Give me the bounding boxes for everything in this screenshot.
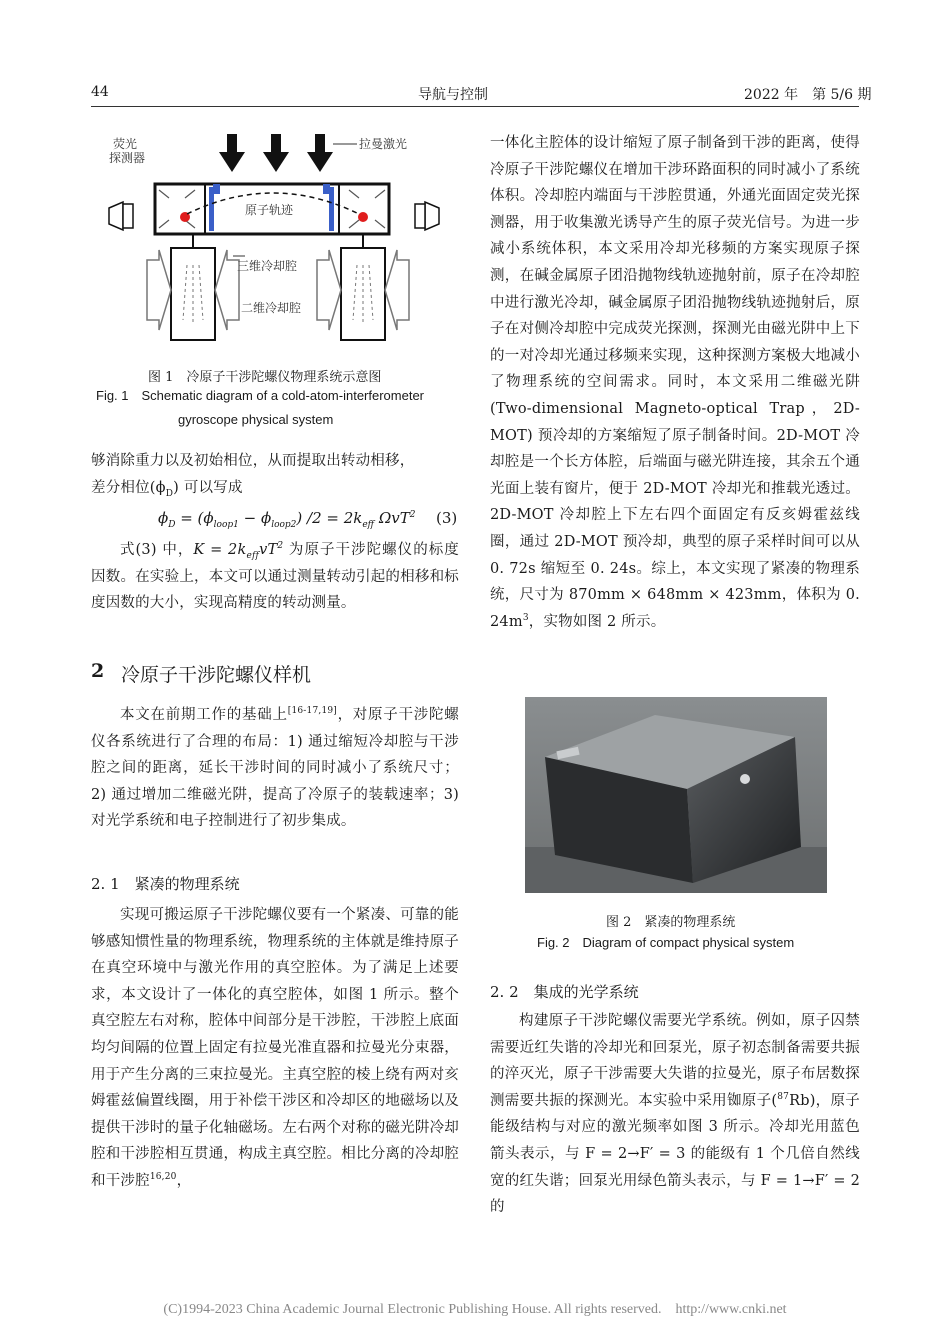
header-rule bbox=[91, 106, 859, 107]
right-2d-chamber bbox=[341, 248, 385, 340]
figure2-caption-en: Fig. 2 Diagram of compact physical system bbox=[537, 935, 795, 950]
paragraph-4: 实现可搬运原子干涉陀螺仪要有一个紧凑、可靠的能够感知惯性量的物理系统，物理系统的主体就是维持原子在真空环境中与激光作用的真空腔体。为了满足上述要求，本文设计了一体化的真空腔体，如图 1 所示。整个真空腔左右对称，腔体中间部分是干涉腔，干涉腔上底面均匀间隔的位置上固定有拉曼光准直器和拉曼光分束器，用于产生分离的三束拉曼光。主真空腔的棱上绕有两对亥姆霍兹偏置线圈，用于补偿干涉区和冷却区的地磁场以及提供干涉时的量子化轴磁场。左右两个对称的磁光阱冷却腔和干涉腔相互贯通，构成主真空腔。相比分离的冷却腔和干涉腔$^{16,20}$， bbox=[91, 907, 459, 1189]
issue-info: 2022 年 第 5/6 期 bbox=[744, 87, 872, 103]
paragraph-5: 一体化主腔体的设计缩短了原子制备到干涉的距离，使得冷原子干涉陀螺仪在增加干涉环路面积的同时减小了系统体积。冷却腔内端面与干涉腔贯通，外通光面固定荧光探测器，用于收集激光诱导产生的原子荧光信号。为进一步减小系统体积，本文采用冷却光移频的方案实现原子探测，在碱金属原子团沿抛物线轨迹抛射前，原子在冷却腔中进行激光冷却，碱金属原子团沿抛物线轨迹抛射后，原子在对侧冷却腔中完成荧光探测，探测光由磁光阱中上下的一对冷却光通过移频来实现，这种探测方案极大地减小了物理系统的空间需求。同时，本文采用二维磁光阱(Two-dimensional Magneto-optical Trap，2D-MOT) 预冷却的方案缩短了原子制备时间。2D-MOT 冷却腔是一个长方体腔，后端面与磁光阱连接，其余五个通光面上装有窗片，便于 2D-MOT 冷却光和推载光透过。2D-MOT 冷却腔上下左右四个面固定有反亥姆霍兹线圈，通过 2D-MOT 预冷却，典型的原子采样时间可以从 0. 72s 缩短至 0. 24s。综上，本文实现了紧凑的物理系统，尺寸为 870mm × 648mm × 423mm，体积为 0. $24m^3$，实物如图 2 所示。 bbox=[490, 135, 860, 630]
figure1-caption-cn: 图 1 冷原子干涉陀螺仪物理系统示意图 bbox=[148, 370, 382, 385]
section-2-number: 2 bbox=[91, 660, 105, 682]
subsection-2-2: 2. 2 集成的光学系统 bbox=[490, 983, 639, 1001]
paragraph-3: 本文在前期工作的基础上[16-17,19]，对原子干涉陀螺仪各系统进行了合理的布局：1) 通过缩短冷却腔与干涉腔之间的距离，延长干涉时间的同时减小了系统尺寸；2) 通过增加二维磁光阱，提高了冷原子的装载速率；3) 对光学系统和电子控制进行了初步集成。 bbox=[91, 706, 459, 830]
figure1-diagram bbox=[95, 120, 455, 360]
equation-3-number: (3) bbox=[436, 509, 458, 527]
cooling-2d-label: 二维冷却腔 bbox=[241, 301, 302, 315]
cooling-3d-label: 三维冷却腔 bbox=[237, 259, 298, 273]
paragraph-1: 够消除重力以及初始相位，从而提取出转动相移， 差分相位$(\phi_D)$ 可以写成 bbox=[91, 453, 415, 499]
figure2-photo bbox=[525, 697, 827, 893]
left-detector bbox=[109, 202, 123, 230]
figure1-caption-en-2: gyroscope physical system bbox=[178, 412, 334, 427]
section-2-title: 冷原子干涉陀螺仪样机 bbox=[121, 664, 312, 686]
paragraph-2: 式(3) 中，$K = 2k_{eff}vT^2$ 为原子干涉陀螺仪的标度因数。在实验上，本文可以通过测量转动引起的相移和标度因数的大小，实现高精度的转动测量。 bbox=[91, 541, 459, 612]
figure1-caption-en-1: Fig. 1 Schematic diagram of a cold-atom-interferometer bbox=[96, 388, 425, 403]
raman-laser-arrows bbox=[219, 134, 333, 172]
subsection-2-1: 2. 1 紧凑的物理系统 bbox=[91, 875, 240, 893]
page-number: 44 bbox=[91, 84, 109, 100]
fluorescence-detector-label: 荧光探测器 bbox=[109, 137, 146, 165]
paragraph-6: 构建原子干涉陀螺仪需要光学系统。例如，原子囚禁需要近红失谐的冷却光和回泵光，原子初态制备需要共振的淬灭光，原子干涉需要大失谐的拉曼光，原子布居数探测需要共振的探测光。本实验中采用铷原子($^{87}$Rb)，原子能级结构与对应的激光频率如图 3 所示。冷却光用蓝色箭头表示，与 F = 2→F′ = 3 的能级有 1 个几倍自然线宽的红失谐；回泵光用绿色箭头表示，与 F = 1→F′ = 2 的 bbox=[490, 1013, 860, 1216]
right-detector bbox=[425, 202, 439, 230]
journal-name: 导航与控制 bbox=[418, 87, 488, 103]
atom-trajectory-label: 原子轨迹 bbox=[245, 203, 294, 217]
atom-right bbox=[358, 212, 368, 222]
figure2-caption-cn: 图 2 紧凑的物理系统 bbox=[606, 915, 736, 930]
equation-3: $\phi_D = (\phi_{loop1} - \phi_{loop2}) /2 = 2k_{eff}$ ΩvT$^2$ bbox=[158, 509, 416, 530]
raman-laser-label: 拉曼激光 bbox=[359, 137, 408, 151]
copyright-footer: (C)1994-2023 China Academic Journal Electronic Publishing House. All rights reserved. http://www.cnki.net bbox=[163, 1302, 787, 1317]
left-2d-chamber bbox=[171, 248, 215, 340]
